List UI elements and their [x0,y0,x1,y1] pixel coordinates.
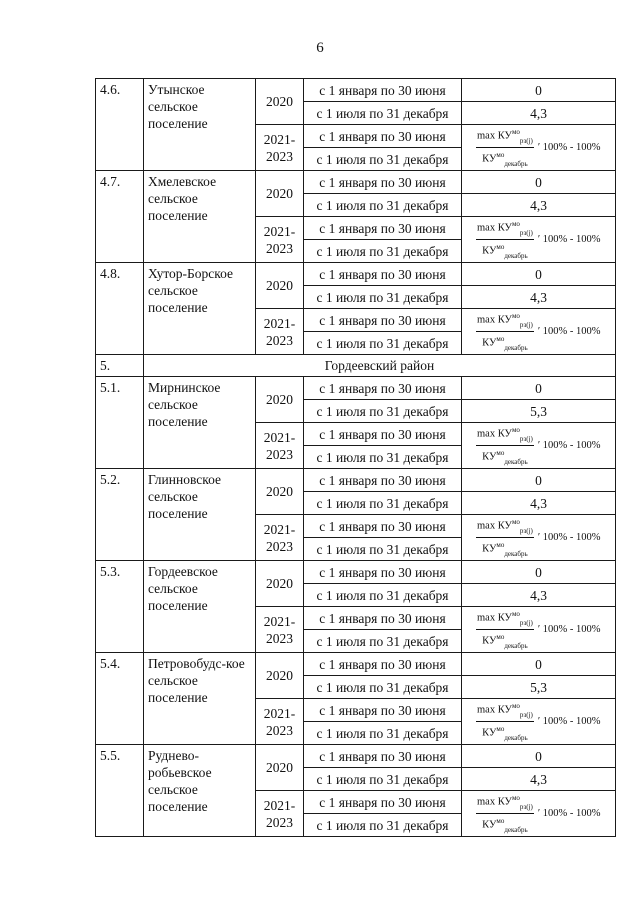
period-cell: с 1 июля по 31 декабря [304,286,462,309]
year-cell: 2020 [256,79,304,125]
value-cell: 4,3 [462,194,616,217]
coefficient-formula [466,310,611,352]
settlement-name: Мирнинское сельское поселение [144,377,256,469]
value-cell: 5,3 [462,676,616,699]
formula-tail: ʹ 100% - 100% [537,624,601,635]
table-row [96,79,616,102]
formula-cell [462,515,616,561]
row-number: 5.5. [96,745,144,837]
period-cell: с 1 января по 30 июня [304,515,462,538]
year-cell: 2020 [256,171,304,217]
settlement-name: Гордеевское сельское поселение [144,561,256,653]
value-cell: 0 [462,377,616,400]
period-cell: с 1 января по 30 июня [304,653,462,676]
fraction: $\frac{\max КУ^{мо}_{рз(j)}}{КУ^{мо}_{декабрь}}$ [477,128,533,168]
settlement-name: Глинновское сельское поселение [144,469,256,561]
period-cell: с 1 июля по 31 декабря [304,768,462,791]
fraction: $\frac{\max КУ^{мо}_{рз(j)}}{КУ^{мо}_{декабрь}}$ [477,312,533,352]
period-cell: с 1 января по 30 июня [304,607,462,630]
year-cell: 2020 [256,377,304,423]
period-cell: с 1 июля по 31 декабря [304,102,462,125]
settlement-name: Руднево-робьевское сельское поселение [144,745,256,837]
table-row [96,745,616,768]
formula-cell [462,309,616,355]
table-row [96,171,616,194]
formula-tail: ʹ 100% - 100% [537,716,601,727]
period-cell: с 1 января по 30 июня [304,699,462,722]
year-cell: 2021-2023 [256,423,304,469]
year-cell: 2021-2023 [256,217,304,263]
district-name: Гордеевский район [144,355,616,377]
period-cell: с 1 января по 30 июня [304,469,462,492]
period-cell: с 1 января по 30 июня [304,171,462,194]
table-row [96,469,616,492]
period-cell: с 1 июля по 31 декабря [304,722,462,745]
value-cell: 0 [462,745,616,768]
coefficient-formula [466,792,611,834]
formula-cell [462,699,616,745]
period-cell: с 1 июля по 31 декабря [304,630,462,653]
period-cell: с 1 июля по 31 декабря [304,584,462,607]
row-number: 5.3. [96,561,144,653]
settlement-name: Утынское сельское поселение [144,79,256,171]
table-row [96,377,616,400]
year-cell: 2020 [256,653,304,699]
formula-cell [462,125,616,171]
year-cell: 2021-2023 [256,125,304,171]
value-cell: 4,3 [462,286,616,309]
fraction: $\frac{\max КУ^{мо}_{рз(j)}}{КУ^{мо}_{декабрь}}$ [477,610,533,650]
formula-cell [462,791,616,837]
settlement-name: Петровобудс-кое сельское поселение [144,653,256,745]
coefficient-formula [466,126,611,168]
table-row [96,263,616,286]
coefficient-formula [466,608,611,650]
value-cell: 0 [462,653,616,676]
value-cell: 5,3 [462,400,616,423]
value-cell: 4,3 [462,492,616,515]
year-cell: 2020 [256,745,304,791]
year-cell: 2020 [256,469,304,515]
row-number: 4.6. [96,79,144,171]
value-cell: 0 [462,263,616,286]
year-cell: 2021-2023 [256,699,304,745]
period-cell: с 1 января по 30 июня [304,125,462,148]
period-cell: с 1 июля по 31 декабря [304,148,462,171]
fraction: $\frac{\max КУ^{мо}_{рз(j)}}{КУ^{мо}_{декабрь}}$ [477,518,533,558]
coefficient-formula [466,700,611,742]
period-cell: с 1 января по 30 июня [304,561,462,584]
formula-tail: ʹ 100% - 100% [537,142,601,153]
table-row [96,653,616,676]
value-cell: 4,3 [462,584,616,607]
year-cell: 2021-2023 [256,309,304,355]
value-cell: 0 [462,171,616,194]
coefficient-formula [466,424,611,466]
year-cell: 2020 [256,263,304,309]
period-cell: с 1 июля по 31 декабря [304,492,462,515]
row-number: 5.2. [96,469,144,561]
fraction: $\frac{\max КУ^{мо}_{рз(j)}}{КУ^{мо}_{декабрь}}$ [477,702,533,742]
formula-cell [462,607,616,653]
period-cell: с 1 января по 30 июня [304,377,462,400]
coefficient-formula [466,218,611,260]
year-cell: 2020 [256,561,304,607]
value-cell: 0 [462,561,616,584]
fraction: $\frac{\max КУ^{мо}_{рз(j)}}{КУ^{мо}_{декабрь}}$ [477,220,533,260]
formula-tail: ʹ 100% - 100% [537,532,601,543]
coefficient-formula [466,516,611,558]
year-cell: 2021-2023 [256,515,304,561]
row-number: 5.1. [96,377,144,469]
row-number: 5. [96,355,144,377]
period-cell: с 1 января по 30 июня [304,423,462,446]
period-cell: с 1 июля по 31 декабря [304,814,462,837]
settlement-name: Хмелевское сельское поселение [144,171,256,263]
period-cell: с 1 июля по 31 декабря [304,194,462,217]
period-cell: с 1 января по 30 июня [304,309,462,332]
period-cell: с 1 июля по 31 декабря [304,400,462,423]
period-cell: с 1 января по 30 июня [304,745,462,768]
value-cell: 0 [462,79,616,102]
period-cell: с 1 июля по 31 декабря [304,446,462,469]
page-number: 6 [316,40,324,56]
formula-tail: ʹ 100% - 100% [537,326,601,337]
formula-cell [462,423,616,469]
period-cell: с 1 июля по 31 декабря [304,538,462,561]
year-cell: 2021-2023 [256,607,304,653]
value-cell: 0 [462,469,616,492]
table-row [96,561,616,584]
period-cell: с 1 января по 30 июня [304,263,462,286]
period-cell: с 1 июля по 31 декабря [304,676,462,699]
fraction: $\frac{\max КУ^{мо}_{рз(j)}}{КУ^{мо}_{декабрь}}$ [477,426,533,466]
formula-tail: ʹ 100% - 100% [537,440,601,451]
formula-tail: ʹ 100% - 100% [537,234,601,245]
district-row [96,355,616,377]
value-cell: 4,3 [462,102,616,125]
period-cell: с 1 января по 30 июня [304,217,462,240]
formula-cell [462,217,616,263]
period-cell: с 1 июля по 31 декабря [304,332,462,355]
row-number: 5.4. [96,653,144,745]
period-cell: с 1 января по 30 июня [304,79,462,102]
settlement-name: Хутор-Борское сельское поселение [144,263,256,355]
row-number: 4.7. [96,171,144,263]
row-number: 4.8. [96,263,144,355]
year-cell: 2021-2023 [256,791,304,837]
tariff-table [95,78,616,837]
value-cell: 4,3 [462,768,616,791]
period-cell: с 1 января по 30 июня [304,791,462,814]
formula-tail: ʹ 100% - 100% [537,808,601,819]
fraction: $\frac{\max КУ^{мо}_{рз(j)}}{КУ^{мо}_{декабрь}}$ [477,794,533,834]
period-cell: с 1 июля по 31 декабря [304,240,462,263]
